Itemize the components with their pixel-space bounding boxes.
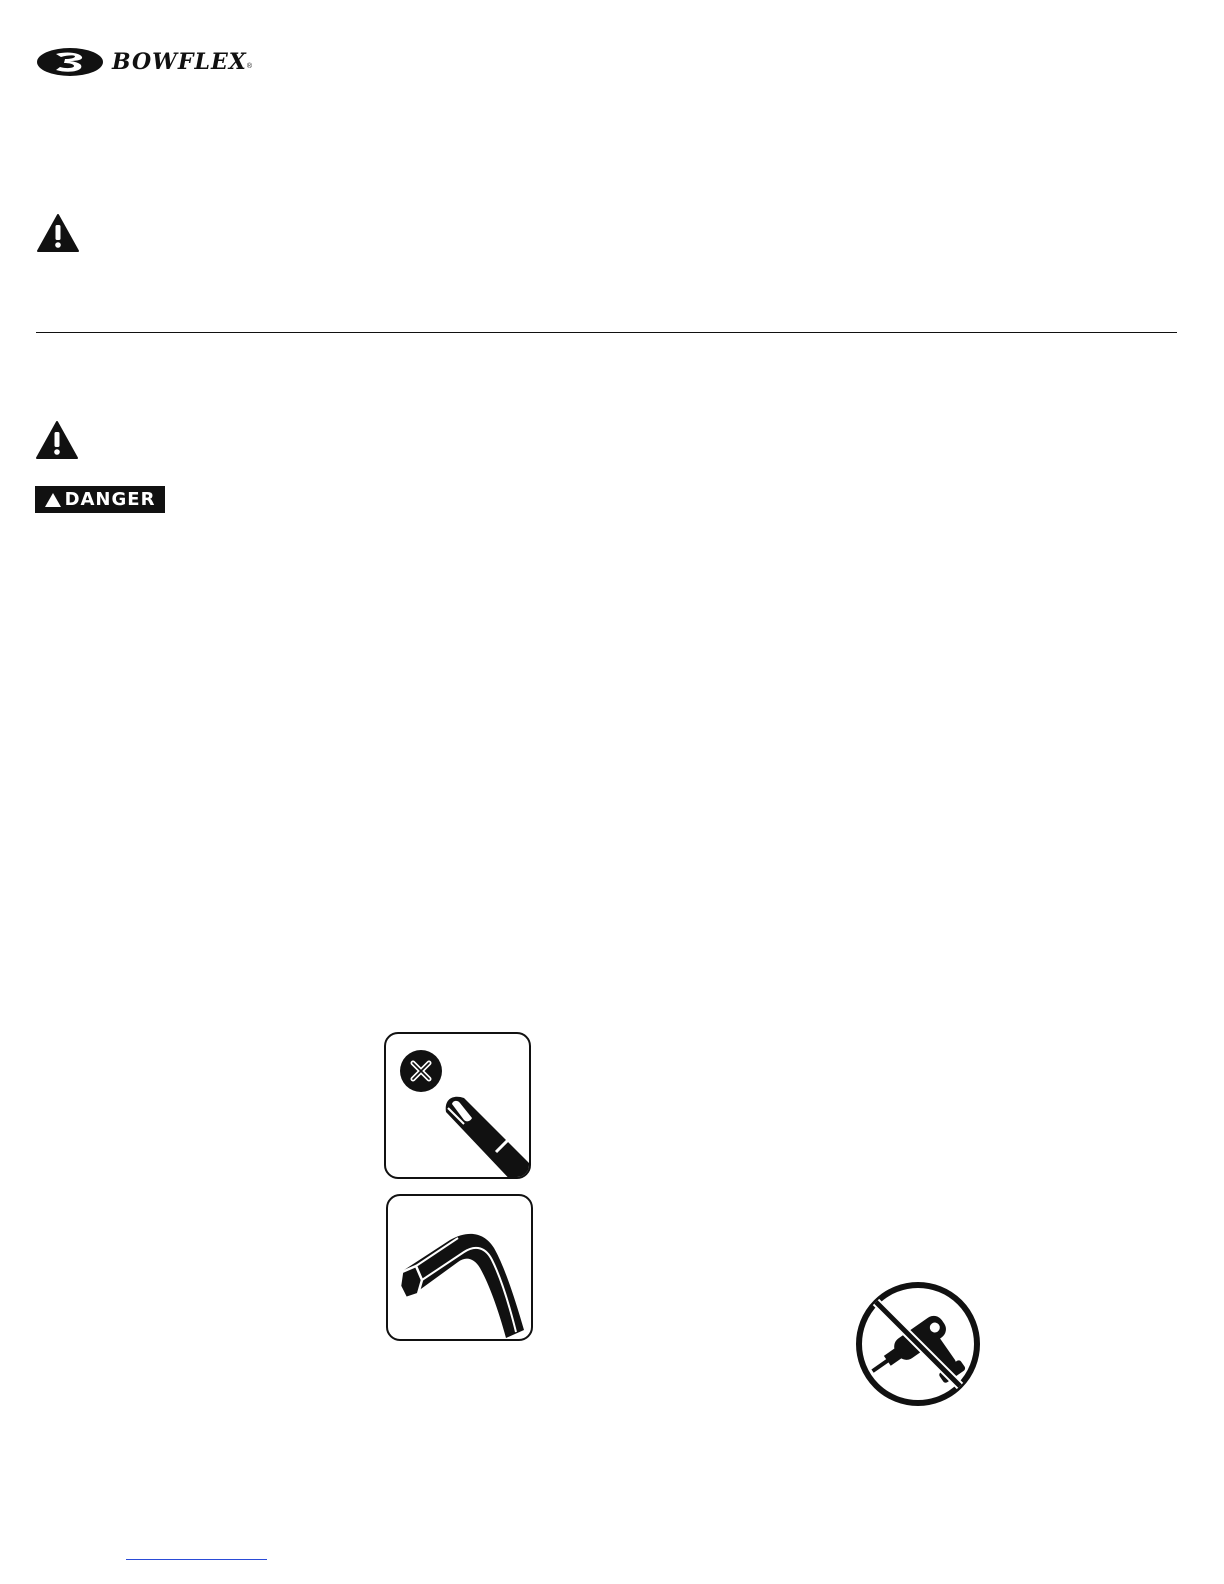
bowflex-swoosh-icon: [36, 45, 108, 79]
tool-card-hex-key: [386, 1194, 533, 1341]
no-power-tools-symbol: [854, 1280, 982, 1408]
phillips-screwdriver-icon: [386, 1034, 529, 1177]
safety-alert-icon-1: [36, 213, 80, 258]
danger-text: DANGER: [64, 489, 156, 510]
footer-link-underline[interactable]: [126, 1559, 267, 1560]
no-power-drill-icon: [854, 1280, 982, 1408]
section-divider: [36, 332, 1177, 333]
brand-logo: [36, 42, 296, 82]
trademark-mark: ®: [246, 63, 252, 70]
warning-triangle-icon: [36, 213, 80, 253]
danger-signal-label: [35, 486, 165, 513]
warning-triangle-icon: [35, 420, 79, 460]
danger-triangle-icon: [45, 493, 61, 507]
safety-alert-icon-2: [35, 420, 79, 465]
hex-key-icon: [388, 1196, 531, 1339]
brand-wordmark: BOWFLEX: [112, 49, 247, 75]
tool-card-phillips-screwdriver: [384, 1032, 531, 1179]
